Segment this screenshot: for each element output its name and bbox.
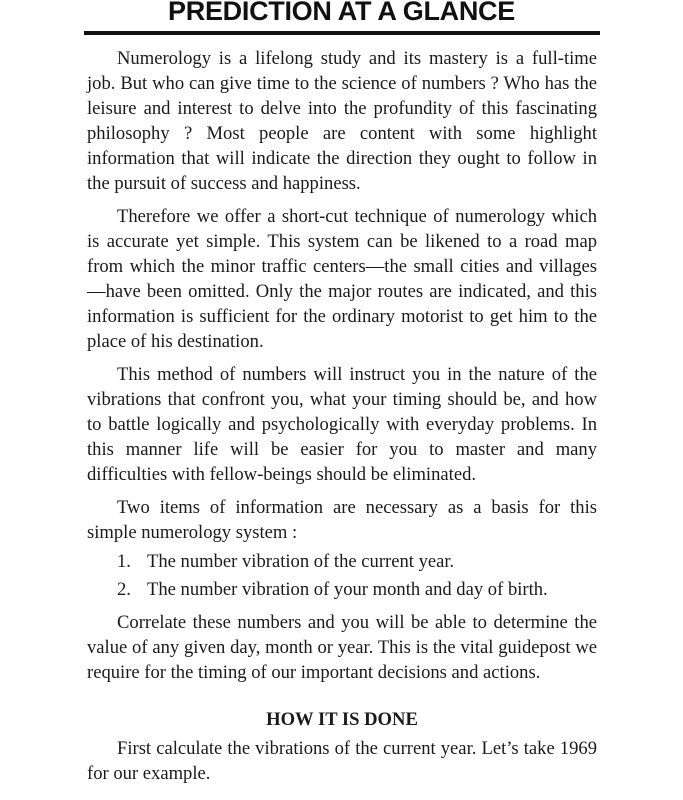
list-number: 1. — [117, 551, 131, 572]
section-heading: HOW IT IS DONE — [266, 709, 418, 730]
list-text: The number vibration of the current year. — [147, 551, 455, 572]
list-item — [87, 549, 597, 574]
list-text: The number vibration of your month and day of birth. — [147, 579, 548, 600]
numbered-list — [87, 549, 597, 602]
page-body — [87, 46, 597, 786]
list-number: 2. — [117, 579, 131, 600]
paragraph-items: Two items of information are necessary as a basis for this simple numerology system : — [87, 497, 597, 543]
paragraph-intro: Numerology is a lifelong study and its mastery is a full-time job. But who can give time to the science of numbers ? Who has the leisure and interest to delve into the profundity of this fascinating philosophy ? Most people are content with some highlight information that will indicate the direction they ought to follow in the pursuit of success and happiness. — [87, 48, 597, 194]
list-item — [87, 577, 597, 602]
paragraph-method: This method of numbers will instruct you in the nature of the vibrations that confront you, what your timing should be, and how to battle logically and psychologically with everyday problems. In this manner life will be easier for you to master and many difficulties with fellow-beings should be eliminated. — [87, 364, 597, 485]
title-rule — [84, 31, 600, 35]
page-title: PREDICTION AT A GLANCE — [168, 0, 515, 26]
paragraph-correlate: Correlate these numbers and you will be able to determine the value of any given day, month or year. This is the vital guidepost we require for the timing of our important decisions and actions. — [87, 612, 597, 683]
paragraph-how: First calculate the vibrations of the current year. Let’s take 1969 for our example. — [87, 738, 597, 784]
paragraph-shortcut: Therefore we offer a short-cut technique of numerology which is accurate yet simple. This system can be likened to a road map from which the minor traffic centers—the small cities and villages—have been omitted. Only the major routes are indicated, and this information is sufficient for the ordinary motorist to get him to the place of his destination. — [87, 206, 597, 352]
